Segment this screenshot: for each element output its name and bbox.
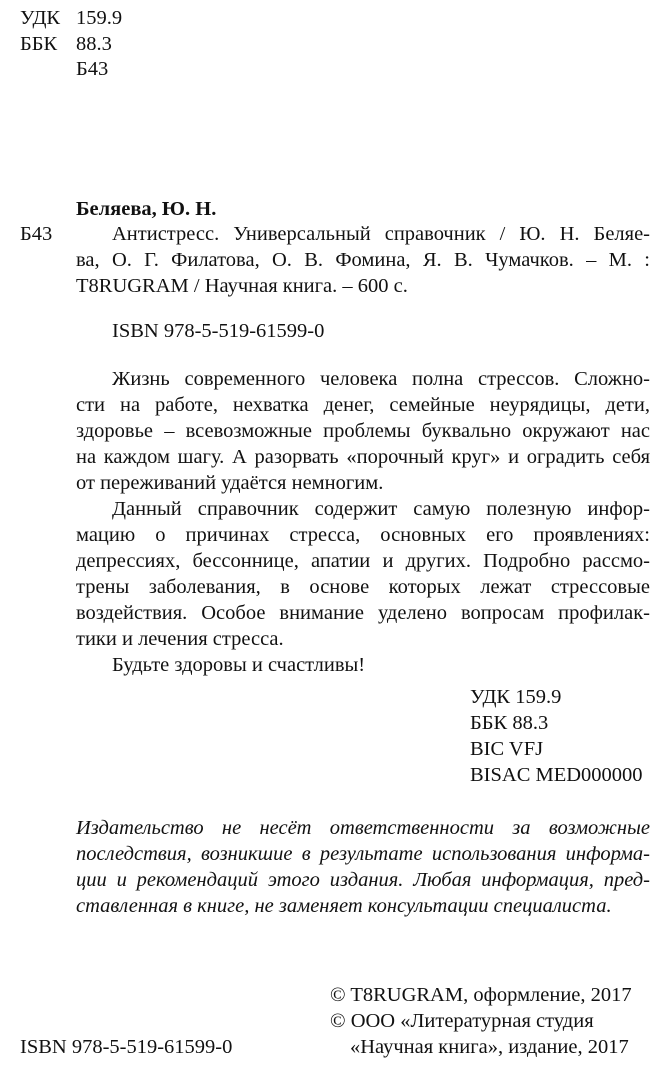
annotation-p2-line-5: воздействия. Особое внимание уделено вопросам профилак- xyxy=(76,602,650,624)
disclaimer-line-4: ставленная в книге, не заменяет консультации специалиста. xyxy=(76,895,612,917)
annotation-p2-line-3: депрессиях, бессоннице, апатии и других. Подробно рассмо- xyxy=(76,550,650,572)
author-mark-value: Б43 xyxy=(76,58,109,80)
annotation-p1-line-4: на каждом шагу. А разорвать «порочный круг» и оградить себя xyxy=(76,446,650,468)
entry-isbn: ISBN 978-5-519-61599-0 xyxy=(112,320,325,342)
annotation-p1-line-2: сти на работе, нехватка денег, семейные неурядицы, дети, xyxy=(76,394,650,416)
entry-title-line-1: Антистресс. Универсальный справочник / Ю. Н. Беляе- xyxy=(112,223,650,245)
classification-block xyxy=(470,684,643,788)
classification-bic: BIC VFJ xyxy=(470,738,544,760)
annotation-p1-line-5: от переживаний удаётся немногим. xyxy=(76,472,384,494)
bbk-label: ББК xyxy=(20,32,58,55)
annotation-p1-line-3: здоровье – всевозможные проблемы буквально окружают нас xyxy=(76,420,650,442)
disclaimer-line-3: ции и рекомендаций этого издания. Любая информация, пред- xyxy=(76,869,650,891)
top-bbk xyxy=(20,32,122,58)
copyright-line-1: © T8RUGRAM, оформление, 2017 xyxy=(330,984,632,1006)
disclaimer-line-1: Издательство не несёт ответственности за возможные xyxy=(76,817,650,839)
annotation-p1-line-1: Жизнь современного человека полна стрессов. Сложно- xyxy=(112,368,650,390)
classification-bbk: ББК 88.3 xyxy=(470,712,549,734)
entry-title-line-2: ва, О. Г. Филатова, О. В. Фомина, Я. В. Чумачков. – М. : xyxy=(76,249,650,271)
classification-udk: УДК 159.9 xyxy=(470,686,562,708)
disclaimer-line-2: последствия, возникшие в результате использования информа- xyxy=(76,843,650,865)
author-heading: Беляева, Ю. Н. xyxy=(76,198,217,220)
entry-title-line-3: T8RUGRAM / Научная книга. – 600 с. xyxy=(76,275,408,297)
top-udk xyxy=(20,6,122,32)
entry-author-mark: Б43 xyxy=(20,223,53,245)
annotation-p2-line-1: Данный справочник содержит самую полезную инфор- xyxy=(112,498,650,520)
annotation-p3: Будьте здоровы и счастливы! xyxy=(112,654,366,676)
top-codes xyxy=(20,6,122,83)
annotation-p2-line-2: мацию о причинах стресса, основных его проявлениях: xyxy=(76,524,650,546)
bbk-value: 88.3 xyxy=(76,32,112,55)
top-author-mark xyxy=(20,57,122,83)
footer-isbn: ISBN 978-5-519-61599-0 xyxy=(20,1036,233,1058)
udk-value: 159.9 xyxy=(76,7,123,29)
copyright-line-3: «Научная книга», издание, 2017 xyxy=(350,1036,629,1058)
copyright-line-2: © ООО «Литературная студия xyxy=(330,1010,594,1032)
annotation-p2-line-6: тики и лечения стресса. xyxy=(76,628,284,650)
annotation-p2-line-4: трены заболевания, в основе которых лежат стрессовые xyxy=(76,576,650,598)
udk-label: УДК xyxy=(20,7,61,29)
classification-bisac: BISAC MED000000 xyxy=(470,764,643,786)
